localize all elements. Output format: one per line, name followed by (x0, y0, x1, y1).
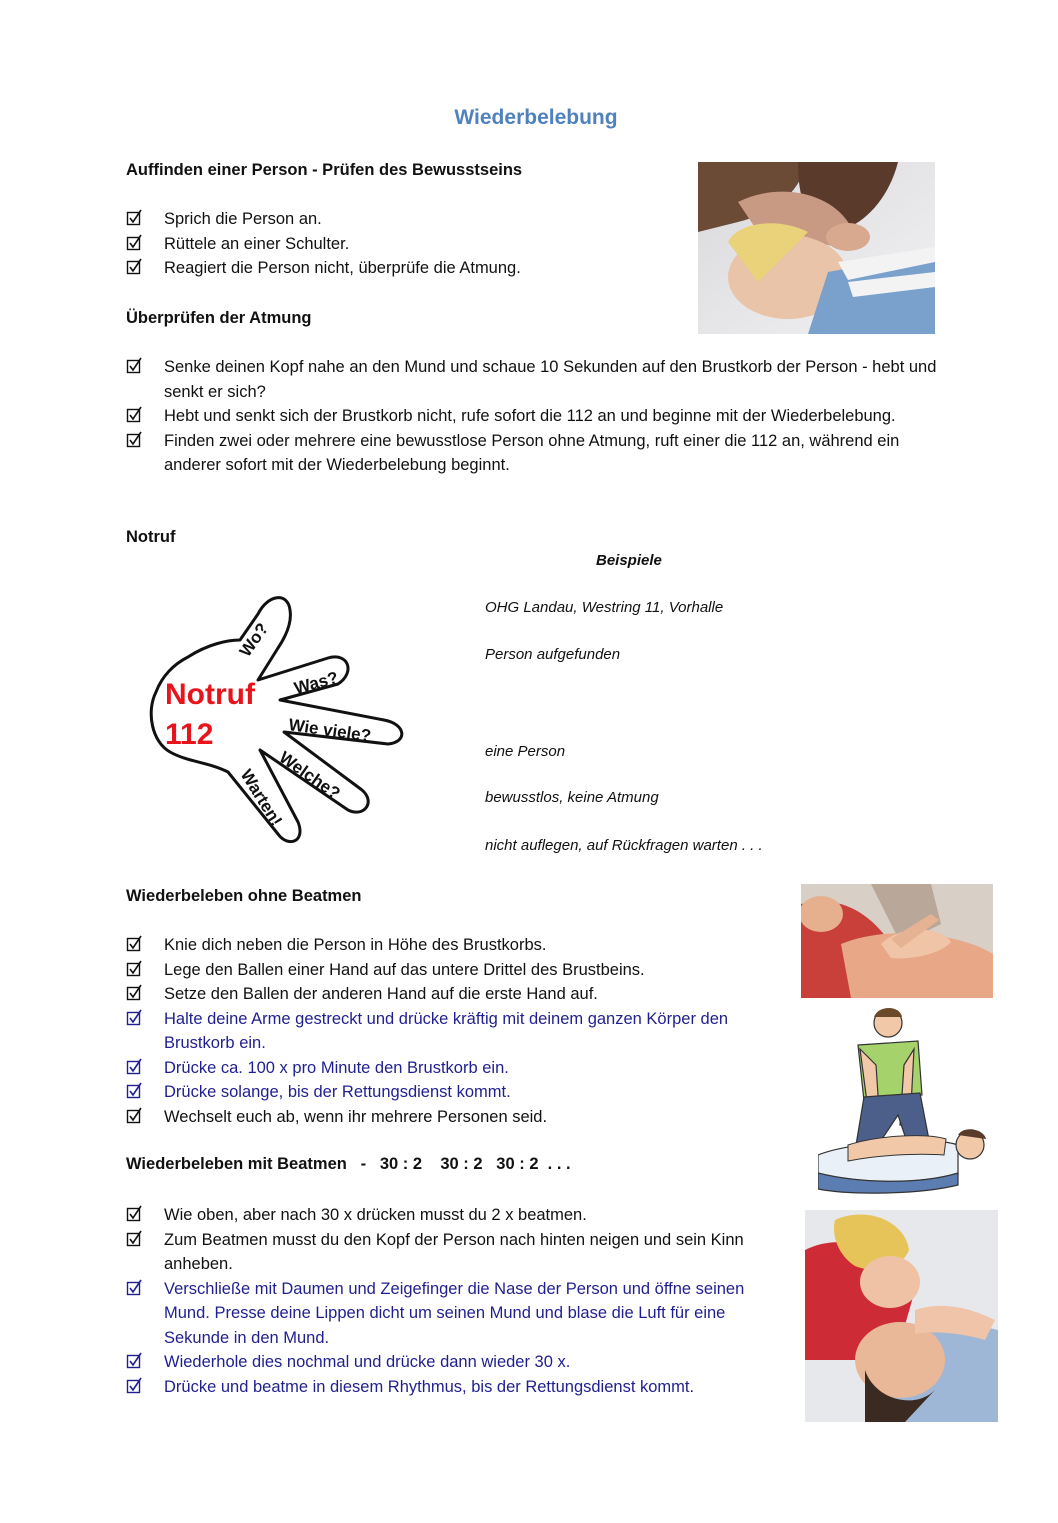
checkbox-icon (126, 1377, 144, 1397)
finger-warten: Warten! (236, 766, 286, 830)
checklist-item (126, 429, 946, 478)
hand-number: 112 (165, 718, 214, 751)
checklist-item-text: Verschließe mit Daumen und Zeigefinger die Nase der Person und öffne seinen Mund. Presse deine Lippen dicht um seinen Mund und blase die Luft für eine Sekunde in den Mund. (164, 1279, 745, 1347)
checkbox-icon (126, 960, 144, 980)
example-wo: OHG Landau, Westring 11, Vorhalle (485, 599, 724, 616)
checklist-item (126, 1350, 786, 1375)
checklist-item-text: Finden zwei oder mehrere eine bewusstlose Person ohne Atmung, ruft einer die 112 an, während ein anderer sofort mit der Wiederbelebung beginnt. (164, 431, 900, 474)
photo-rescue-breath (805, 1210, 998, 1422)
checklist-item-text: Zum Beatmen musst du den Kopf der Person nach hinten neigen und sein Kinn anheben. (164, 1230, 744, 1273)
checklist-item (126, 1105, 766, 1130)
checklist-item-text: Hebt und senkt sich der Brustkorb nicht, rufe sofort die 112 an und beginne mit der Wiederbelebung. (164, 407, 896, 425)
checklist-item (126, 1056, 766, 1081)
checklist-item (126, 1080, 766, 1105)
notruf-hand-diagram (148, 592, 418, 852)
finger-was: Was? (292, 667, 341, 698)
checklist-item (126, 1277, 786, 1351)
checklist-item-text: Drücke solange, bis der Rettungsdienst kommt. (164, 1083, 511, 1101)
checkbox-icon (126, 357, 144, 377)
checklist-ohne-beatmen (126, 933, 766, 1129)
checklist-item-text: Wiederhole dies nochmal und drücke dann wieder 30 x. (164, 1353, 571, 1371)
checklist-item-text: Knie dich neben die Person in Höhe des Brustkorbs. (164, 936, 547, 954)
checklist-item (126, 207, 686, 232)
checkbox-icon (126, 258, 144, 278)
heading-ohne-beatmen: Wiederbeleben ohne Beatmen (126, 887, 362, 905)
photo-check-consciousness (698, 162, 935, 334)
checklist-item-text: Drücke ca. 100 x pro Minute den Brustkorb ein. (164, 1058, 509, 1077)
checklist-item-text: Reagiert die Person nicht, überprüfe die Atmung. (164, 259, 521, 277)
checkbox-icon (126, 1352, 144, 1372)
checkbox-icon (126, 1107, 144, 1127)
checklist-item (126, 1007, 766, 1056)
example-verletzungen: bewusstlos, keine Atmung (485, 789, 659, 806)
finger-wo: Wo? (235, 619, 273, 661)
example-warten: nicht auflegen, auf Rückfragen warten . . . (485, 837, 763, 854)
checkbox-icon (126, 209, 144, 229)
checkbox-icon (126, 406, 144, 426)
checklist-item-text: Halte deine Arme gestreckt und drücke kräftig mit deinem ganzen Körper den Brustkorb ein. (164, 1009, 729, 1052)
checkbox-icon (126, 1279, 144, 1299)
checklist-item (126, 982, 766, 1007)
checkbox-icon (126, 1205, 144, 1225)
checkbox-icon (126, 1230, 144, 1250)
checklist-item-text: Lege den Ballen einer Hand auf das untere Drittel des Brustbeins. (164, 960, 645, 979)
checklist-item-text: Wie oben, aber nach 30 x drücken musst du 2 x beatmen. (164, 1206, 587, 1224)
heading-notruf: Notruf (126, 528, 176, 546)
checklist-item (126, 933, 766, 958)
checklist-item-text: Senke deinen Kopf nahe an den Mund und schaue 10 Sekunden auf den Brustkorb der Person - hebt und senkt er sich? (164, 358, 937, 401)
checklist-item (126, 1203, 786, 1228)
hand-title: Notruf (165, 678, 255, 711)
checkbox-icon (126, 431, 144, 451)
checklist-item (126, 1375, 786, 1400)
example-welche: eine Person (485, 743, 566, 760)
examples-heading: Beispiele (596, 552, 662, 569)
checkbox-icon (126, 1058, 144, 1078)
checklist-atmung (126, 355, 946, 478)
checklist-item (126, 355, 946, 404)
example-was: Person aufgefunden (485, 646, 621, 663)
checklist-item (126, 404, 946, 429)
checkbox-icon (126, 935, 144, 955)
checklist-mit-beatmen (126, 1203, 786, 1399)
checkbox-icon (126, 984, 144, 1004)
checklist-item-text: Sprich die Person an. (164, 210, 322, 228)
finger-wie-viele: Wie viele? (287, 715, 373, 746)
checklist-item (126, 958, 766, 983)
checklist-item-text: Wechselt euch ab, wenn ihr mehrere Personen seid. (164, 1107, 548, 1126)
checkbox-icon (126, 1082, 144, 1102)
checklist-auffinden (126, 207, 686, 281)
heading-atmung: Überprüfen der Atmung (126, 309, 312, 327)
checklist-item (126, 232, 686, 257)
checklist-item-text: Drücke und beatme in diesem Rhythmus, bis der Rettungsdienst kommt. (164, 1377, 695, 1396)
heading-mit-beatmen: Wiederbeleben mit Beatmen - 30 : 2 30 : 2 30 : 2 . . . (126, 1155, 571, 1173)
checkbox-icon (126, 1009, 144, 1029)
checkbox-icon (126, 234, 144, 254)
checklist-item-text: Setze den Ballen der anderen Hand auf die erste Hand auf. (164, 985, 598, 1003)
checklist-item (126, 1228, 786, 1277)
finger-welche: Welche? (275, 747, 344, 804)
page-title: Wiederbelebung (454, 106, 618, 129)
checklist-item-text: Rüttele an einer Schulter. (164, 234, 350, 253)
illustration-cpr (818, 1005, 993, 1195)
checklist-item (126, 256, 686, 281)
photo-chest-compression (801, 884, 993, 998)
heading-auffinden: Auffinden einer Person - Prüfen des Bewusstseins (126, 161, 523, 179)
